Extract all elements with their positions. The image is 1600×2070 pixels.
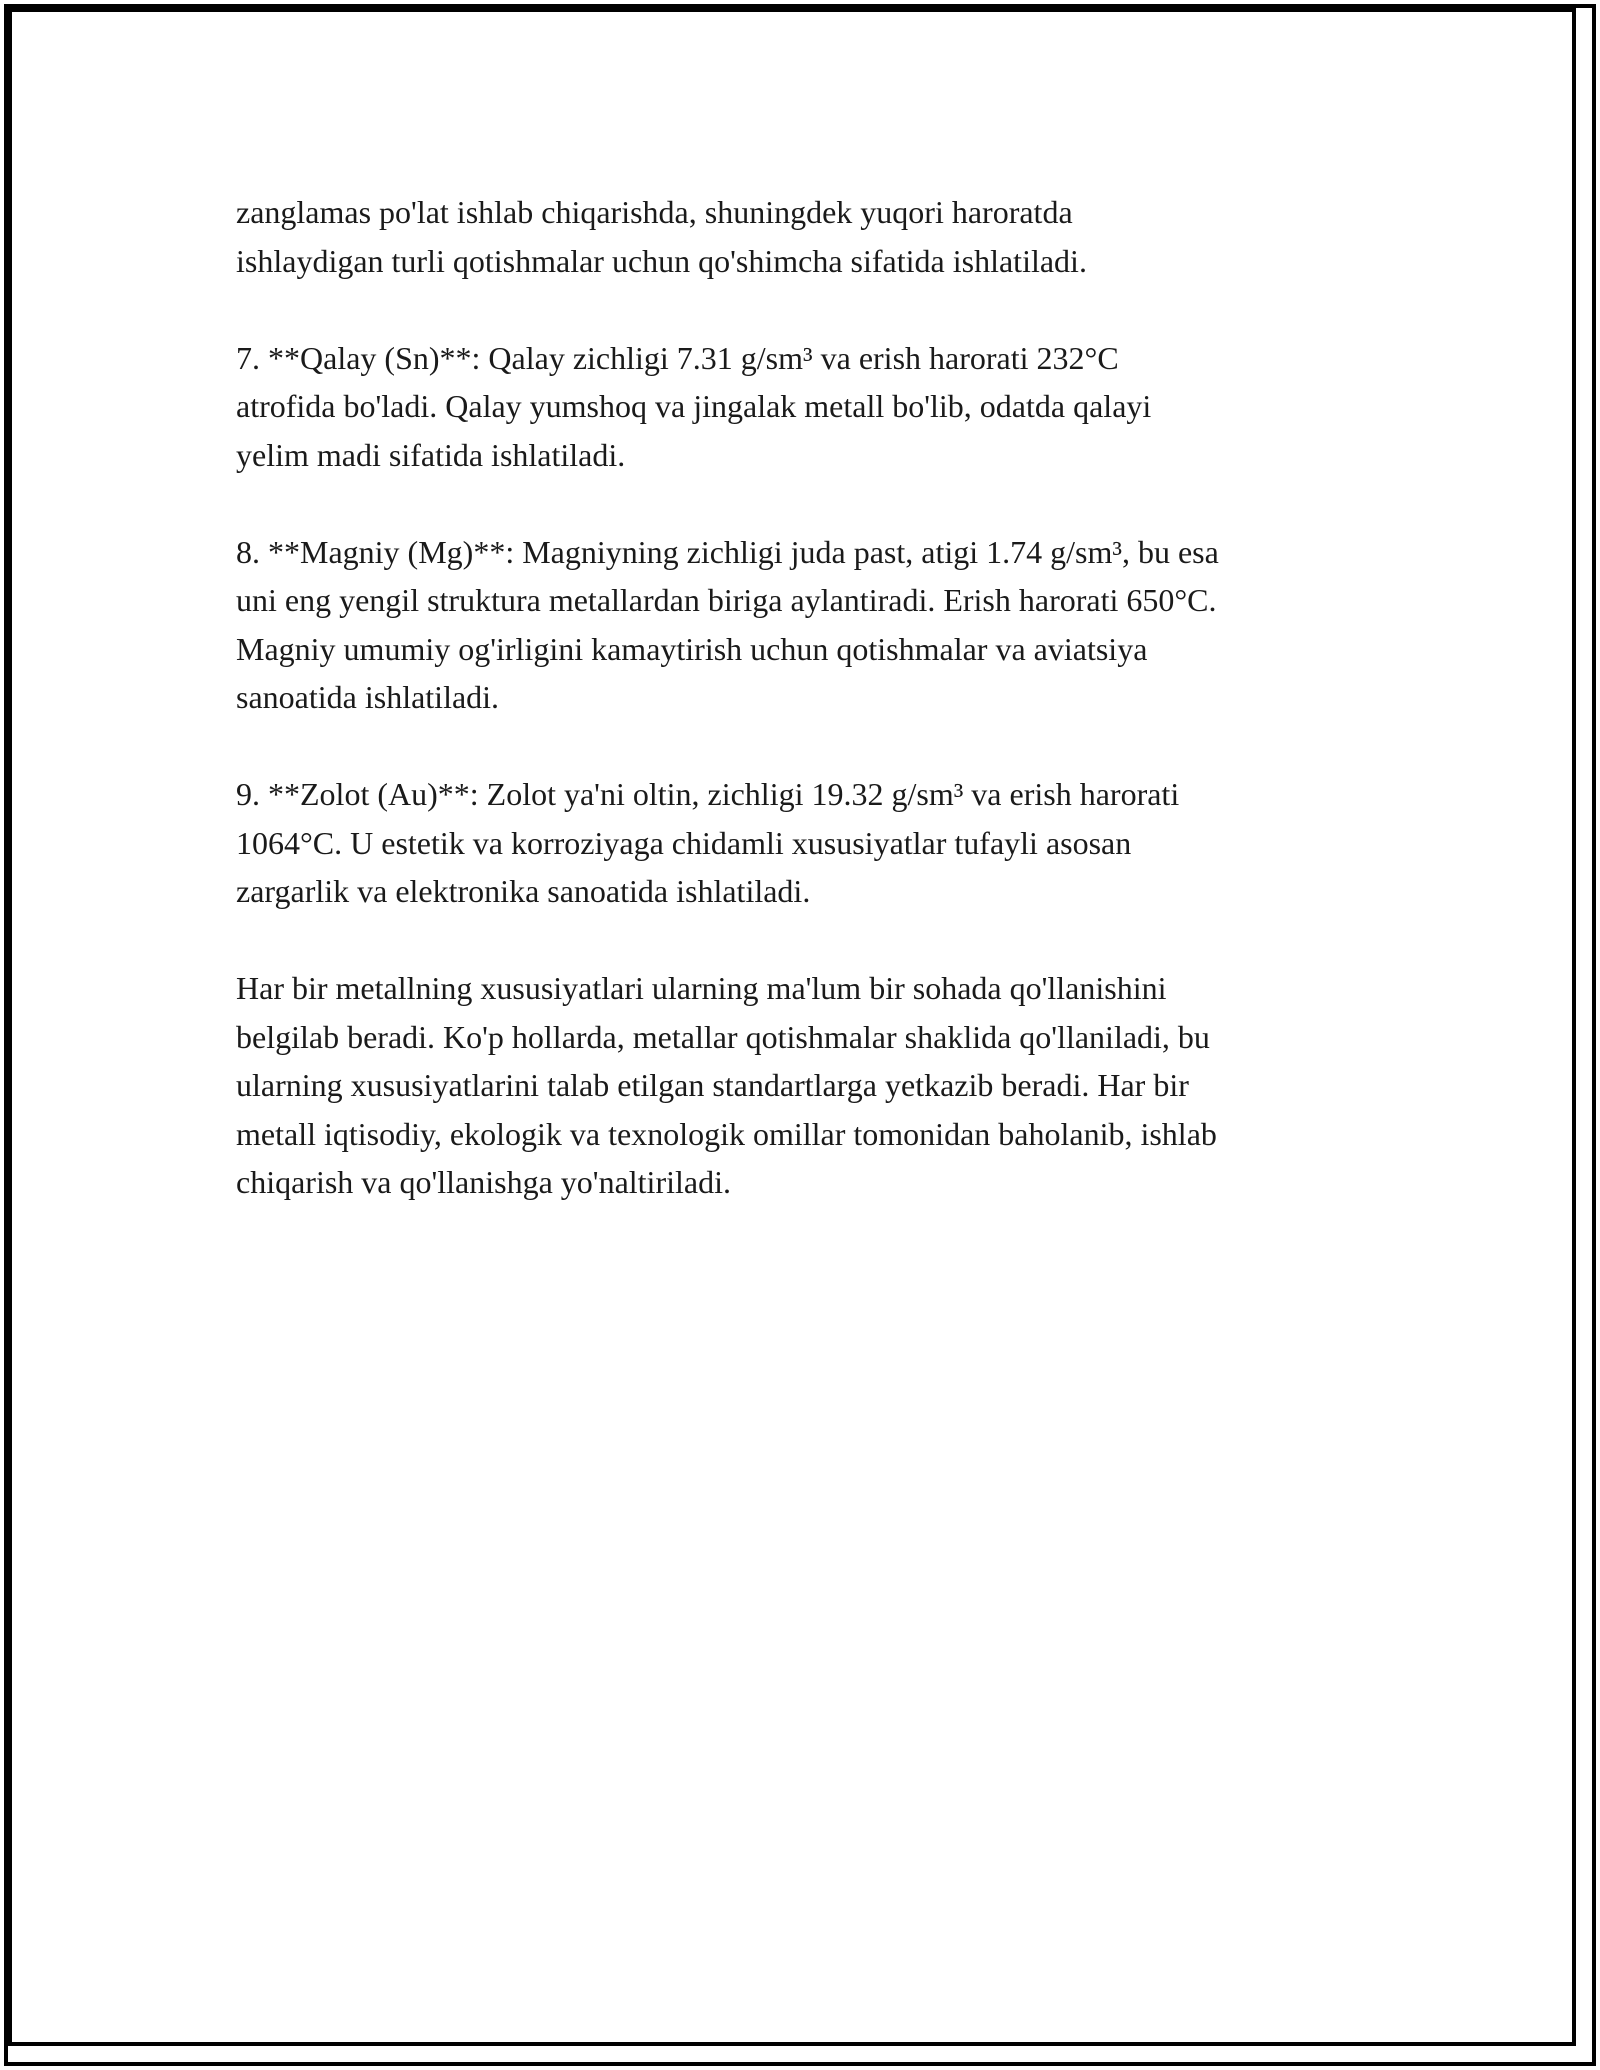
text-line: uni eng yengil struktura metallardan biriga aylantiradi. Erish harorati 650°C. <box>236 582 1217 618</box>
text-line: chiqarish va qo'llanishga yo'naltiriladi. <box>236 1164 731 1200</box>
text-line: atrofida bo'ladi. Qalay yumshoq va jingalak metall bo'lib, odatda qalayi <box>236 388 1152 424</box>
text-line: zanglamas po'lat ishlab chiqarishda, shuningdek yuqori haroratda <box>236 194 1073 230</box>
text-line: Har bir metallning xususiyatlari ularning ma'lum bir sohada qo'llanishini <box>236 970 1167 1006</box>
text-line: zargarlik va elektronika sanoatida ishlatiladi. <box>236 873 811 909</box>
document-body <box>236 188 1416 1255</box>
text-line: Magniy umumiy og'irligini kamaytirish uchun qotishmalar va aviatsiya <box>236 630 1148 667</box>
text-line: 7. **Qalay (Sn)**: Qalay zichligi 7.31 g/sm³ va erish harorati 232°C <box>236 339 1119 376</box>
paragraph-item-8-magnesium <box>236 528 1416 722</box>
text-line: belgilab beradi. Ko'p hollarda, metallar qotishmalar shaklida qo'llaniladi, bu <box>236 1018 1210 1055</box>
text-line: metall iqtisodiy, ekologik va texnologik omillar tomonidan baholanib, ishlab <box>236 1115 1217 1152</box>
text-line: 9. **Zolot (Au)**: Zolot ya'ni oltin, zichligi 19.32 g/sm³ va erish harorati <box>236 776 1180 812</box>
paragraph-item-7-tin <box>236 334 1416 480</box>
paragraph-conclusion <box>236 964 1416 1207</box>
text-line: sanoatida ishlatiladi. <box>236 679 500 715</box>
text-line: ularning xususiyatlarini talab etilgan standartlarga yetkazib beradi. Har bir <box>236 1067 1189 1103</box>
text-line: ishlaydigan turli qotishmalar uchun qo'shimcha sifatida ishlatiladi. <box>236 242 1087 279</box>
text-line: 8. **Magniy (Mg)**: Magniyning zichligi juda past, atigi 1.74 g/sm³, bu esa <box>236 533 1219 570</box>
text-line: 1064°C. U estetik va korroziyaga chidamli xususiyatlar tufayli asosan <box>236 824 1132 861</box>
text-line: yelim madi sifatida ishlatiladi. <box>236 436 626 473</box>
paragraph-continuation <box>236 188 1416 285</box>
paragraph-item-9-gold <box>236 770 1416 916</box>
